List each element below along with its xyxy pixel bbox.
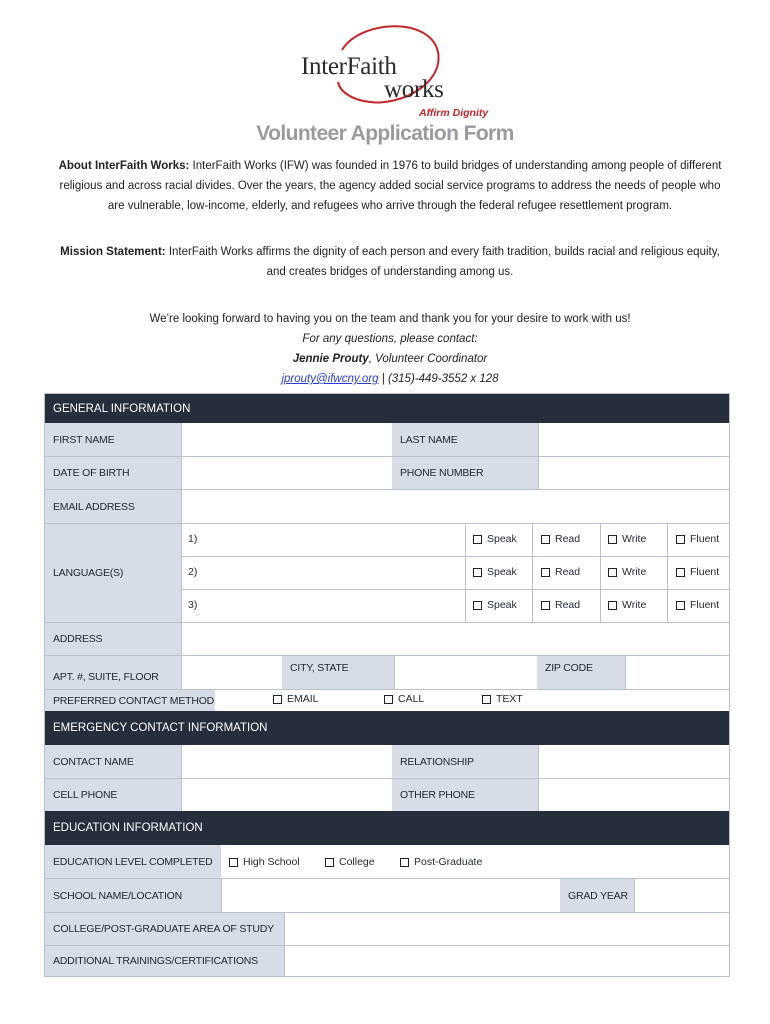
checkbox-icon (541, 601, 550, 610)
dob-label: DATE OF BIRTH (45, 456, 181, 489)
coordinator-name: Jennie Prouty (292, 353, 369, 365)
phone-number-input[interactable] (538, 457, 729, 489)
checkbox-icon (608, 535, 617, 544)
lang1-speak-checkbox[interactable]: Speak (473, 533, 517, 545)
high-school-checkbox[interactable]: High School (229, 856, 300, 868)
checkbox-icon (608, 568, 617, 577)
checkbox-icon (473, 535, 482, 544)
phone-number-label: PHONE NUMBER (392, 456, 538, 489)
section-emergency-header: EMERGENCY CONTACT INFORMATION (45, 711, 729, 745)
checkbox-icon (229, 858, 238, 867)
page-title: Volunteer Application Form (256, 122, 514, 145)
email-address-label: EMAIL ADDRESS (45, 489, 181, 523)
coordinator-email-link[interactable]: jprouty@ifwcny.org (281, 373, 379, 385)
grad-year-input[interactable] (634, 879, 729, 912)
checkbox-icon (473, 568, 482, 577)
email-address-input[interactable] (181, 490, 729, 523)
mission-label: Mission Statement: (60, 246, 166, 258)
language-1-number: 1) (188, 533, 198, 545)
checkbox-icon (400, 858, 409, 867)
coordinator-role: , Volunteer Coordinator (368, 353, 488, 365)
lang3-fluent-checkbox[interactable]: Fluent (676, 599, 719, 611)
logo-line-1: InterFaith (301, 53, 397, 80)
cell-phone-input[interactable] (181, 779, 392, 811)
education-level-label: EDUCATION LEVEL COMPLETED (45, 845, 221, 878)
first-name-input[interactable] (181, 423, 392, 456)
lang2-write-checkbox[interactable]: Write (608, 566, 646, 578)
trainings-input[interactable] (284, 946, 729, 976)
first-name-label: FIRST NAME (45, 423, 181, 456)
lang2-fluent-checkbox[interactable]: Fluent (676, 566, 719, 578)
checkbox-icon (676, 568, 685, 577)
thanks-text: We’re looking forward to having you on the team and thank you for your desire to work with us! (149, 313, 631, 325)
mission-paragraph (52, 242, 728, 282)
checkbox-icon (482, 695, 491, 704)
other-phone-input[interactable] (538, 779, 729, 811)
checkbox-icon (676, 535, 685, 544)
lang3-read-checkbox[interactable]: Read (541, 599, 580, 611)
school-name-label: SCHOOL NAME/LOCATION (45, 878, 221, 912)
dob-input[interactable] (181, 457, 392, 489)
section-education-header: EDUCATION INFORMATION (45, 811, 729, 845)
checkbox-icon (541, 568, 550, 577)
checkbox-icon (541, 535, 550, 544)
lang2-read-checkbox[interactable]: Read (541, 566, 580, 578)
last-name-input[interactable] (538, 423, 729, 456)
about-label: About InterFaith Works: (58, 160, 190, 172)
area-of-study-input[interactable] (284, 913, 729, 945)
area-of-study-label: COLLEGE/POST-GRADUATE AREA OF STUDY (45, 912, 284, 945)
contact-text-checkbox[interactable]: TEXT (482, 693, 523, 705)
contact-block (52, 309, 728, 389)
about-paragraph (52, 156, 728, 216)
section-general-header: GENERAL INFORMATION (45, 394, 729, 423)
contact-email-checkbox[interactable]: EMAIL (273, 693, 319, 705)
mission-text: InterFaith Works affirms the dignity of each person and every faith tradition, builds racial and religious equity, and creates bridges of understanding among us. (168, 246, 720, 278)
preferred-contact-label: PREFERRED CONTACT METHOD (45, 689, 215, 711)
college-checkbox[interactable]: College (325, 856, 375, 868)
relationship-label: RELATIONSHIP (392, 745, 538, 778)
lang1-write-checkbox[interactable]: Write (608, 533, 646, 545)
checkbox-icon (608, 601, 617, 610)
logo-line-2: works (384, 76, 444, 103)
logo-tagline: Affirm Dignity (419, 107, 489, 119)
cell-phone-label: CELL PHONE (45, 778, 181, 811)
last-name-label: LAST NAME (392, 423, 538, 456)
apt-suite-input[interactable] (181, 656, 282, 689)
volunteer-form (44, 393, 730, 977)
language-3-number: 3) (188, 599, 198, 611)
coordinator-phone: | (315)-449-3552 x 128 (378, 373, 499, 385)
language-2-number: 2) (188, 566, 198, 578)
about-text: InterFaith Works (IFW) was founded in 1976 to build bridges of understanding among people of different religious and across racial divides. Over the years, the agency added social service programs to address the needs of people who are vulnerable, low-income, elderly, and refugees who arrive through the federal refugee resettlement program. (59, 160, 722, 212)
zip-code-label: ZIP CODE (537, 655, 625, 689)
lang1-read-checkbox[interactable]: Read (541, 533, 580, 545)
post-graduate-checkbox[interactable]: Post-Graduate (400, 856, 482, 868)
contact-name-input[interactable] (181, 745, 392, 778)
contact-call-checkbox[interactable]: CALL (384, 693, 424, 705)
trainings-label: ADDITIONAL TRAININGS/CERTIFICATIONS (45, 945, 284, 976)
school-name-input[interactable] (221, 879, 560, 912)
lang3-speak-checkbox[interactable]: Speak (473, 599, 517, 611)
checkbox-icon (325, 858, 334, 867)
relationship-input[interactable] (538, 745, 729, 778)
city-state-input[interactable] (394, 656, 537, 689)
grad-year-label: GRAD YEAR (560, 878, 634, 912)
questions-text: For any questions, please contact: (302, 333, 478, 345)
lang1-fluent-checkbox[interactable]: Fluent (676, 533, 719, 545)
address-label: ADDRESS (45, 622, 181, 655)
zip-code-input[interactable] (625, 656, 729, 689)
interfaith-works-logo (280, 22, 490, 122)
apt-suite-label: APT. #, SUITE, FLOOR (45, 655, 181, 689)
checkbox-icon (384, 695, 393, 704)
checkbox-icon (676, 601, 685, 610)
checkbox-icon (473, 601, 482, 610)
other-phone-label: OTHER PHONE (392, 778, 538, 811)
city-state-label: CITY, STATE (282, 655, 394, 689)
lang3-write-checkbox[interactable]: Write (608, 599, 646, 611)
contact-name-label: CONTACT NAME (45, 745, 181, 778)
languages-label: LANGUAGE(S) (45, 523, 181, 622)
address-input[interactable] (181, 623, 729, 655)
checkbox-icon (273, 695, 282, 704)
lang2-speak-checkbox[interactable]: Speak (473, 566, 517, 578)
